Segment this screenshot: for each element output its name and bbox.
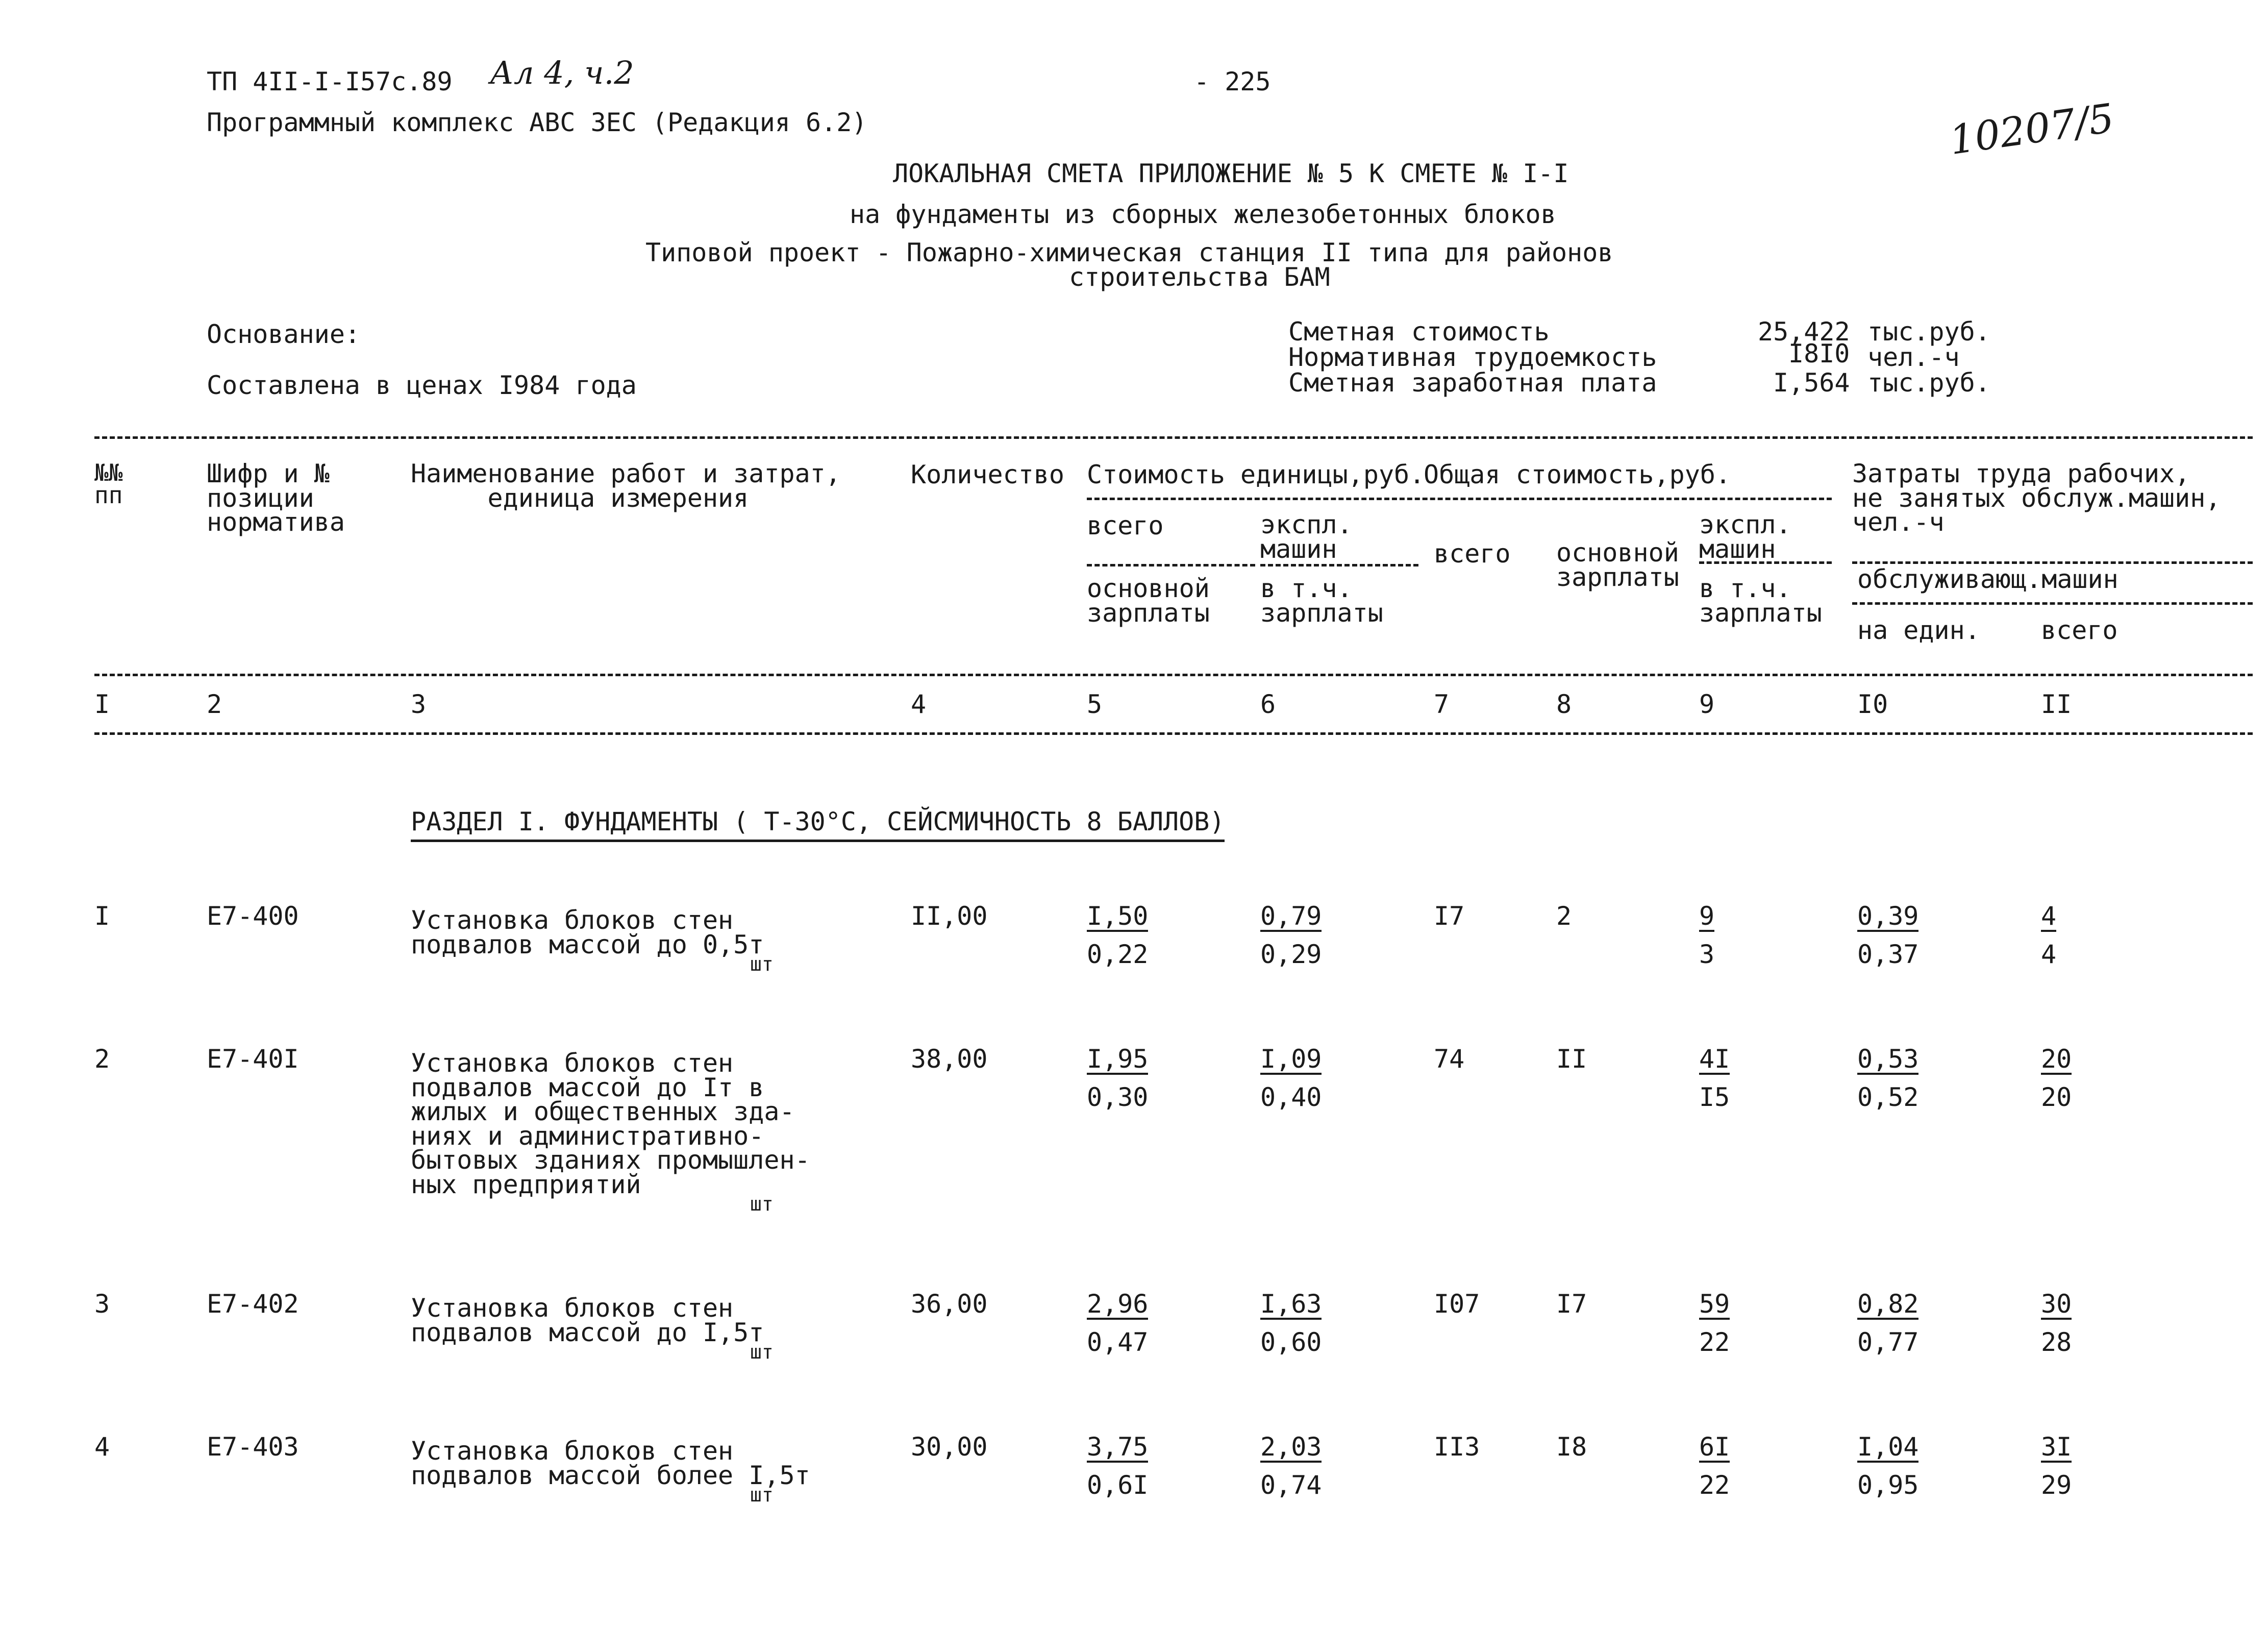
cost-unit: тыс.руб. bbox=[1867, 317, 1990, 347]
row-2-total-machine-cost-top: 4I bbox=[1699, 1044, 1730, 1074]
row-3-total-cost: I07 bbox=[1434, 1289, 1480, 1319]
header-top-rule bbox=[94, 436, 2253, 439]
col6-bottom: в т.ч. зарплаты bbox=[1260, 574, 1383, 628]
col5-bottom: основной зарплаты bbox=[1087, 574, 1210, 628]
row-4-name: Установка блоков стен подвалов массой более I,5т bbox=[411, 1436, 810, 1490]
row-4-unit: шт bbox=[750, 1484, 774, 1506]
row-2-unit: шт bbox=[750, 1193, 774, 1215]
prices-note: Составлена в ценах I984 года bbox=[207, 371, 637, 400]
cost-label: Сметная стоимость bbox=[1288, 317, 1550, 347]
col8-header: основной зарплаты bbox=[1556, 538, 1679, 592]
col-header-name: Наименование работ и затрат, единица измерения bbox=[411, 459, 841, 513]
row-2-total-cost: 74 bbox=[1434, 1044, 1465, 1074]
col11-header: всего bbox=[2041, 615, 2118, 645]
row-2-labor-per-unit-bottom: 0,52 bbox=[1857, 1082, 1919, 1112]
row-3-labor-per-unit-top: 0,82 bbox=[1857, 1289, 1919, 1319]
row-2-unit-cost-total-bottom: 0,30 bbox=[1087, 1082, 1149, 1112]
col5-split-rule bbox=[1087, 564, 1255, 566]
title-line-2: на фундаменты из сборных железобетонных блоков bbox=[850, 200, 1556, 229]
row-1-number: I bbox=[94, 901, 110, 931]
title-line-3: Типовой проект - Пожарно-химическая станция II типа для районов bbox=[645, 238, 1613, 267]
handwritten-ref: Ал 4, ч.2 bbox=[490, 54, 634, 91]
numbers-bottom-rule bbox=[94, 732, 2253, 735]
row-1-total-machine-cost-top: 9 bbox=[1699, 901, 1715, 931]
row-1-total-machine-cost-bottom: 3 bbox=[1699, 940, 1715, 969]
col-number-2: 2 bbox=[207, 689, 222, 719]
row-3-total-wage: I7 bbox=[1556, 1289, 1587, 1319]
row-3-labor-total-bottom: 28 bbox=[2041, 1327, 2072, 1357]
row-1-labor-per-unit-bottom: 0,37 bbox=[1857, 940, 1919, 969]
col-number-6: 6 bbox=[1260, 689, 1276, 719]
col-header-quantity: Количество bbox=[911, 460, 1065, 489]
row-3-unit-cost-total-top: 2,96 bbox=[1087, 1289, 1149, 1319]
row-1-labor-total-bottom: 4 bbox=[2041, 940, 2057, 969]
title-line-4: строительства БАМ bbox=[1069, 262, 1330, 292]
row-2-total-wage: II bbox=[1556, 1044, 1587, 1074]
labor-label: Нормативная трудоемкость bbox=[1288, 342, 1657, 372]
row-1-code: Е7-400 bbox=[207, 901, 299, 931]
row-4-labor-total-top: 3I bbox=[2041, 1432, 2072, 1462]
row-4-labor-per-unit-bottom: 0,95 bbox=[1857, 1470, 1919, 1500]
col-header-labor: Затраты труда рабочих, не занятых обслуж.машин, чел.-ч bbox=[1852, 459, 2221, 537]
row-3-code: Е7-402 bbox=[207, 1289, 299, 1319]
row-3-labor-per-unit-bottom: 0,77 bbox=[1857, 1327, 1919, 1357]
labor-split-rule bbox=[1852, 561, 2253, 564]
row-1-quantity: II,00 bbox=[911, 901, 988, 931]
row-3-number: 3 bbox=[94, 1289, 110, 1319]
col-number-7: 7 bbox=[1434, 689, 1450, 719]
col-header-total-cost: Общая стоимость,руб. bbox=[1424, 460, 1731, 489]
row-3-unit-machine-cost-top: I,63 bbox=[1260, 1289, 1322, 1319]
wage-value: I,564 bbox=[1773, 368, 1850, 398]
row-3-name: Установка блоков стен подвалов массой до I,5т bbox=[411, 1293, 764, 1347]
row-2-total-machine-cost-bottom: I5 bbox=[1699, 1082, 1730, 1112]
title-line-1: ЛОКАЛЬНАЯ СМЕТА ПРИЛОЖЕНИЕ № 5 К СМЕТЕ № I-I bbox=[893, 159, 1569, 188]
row-4-total-machine-cost-top: 6I bbox=[1699, 1432, 1730, 1462]
wage-unit: тыс.руб. bbox=[1867, 368, 1990, 398]
row-2-number: 2 bbox=[94, 1044, 110, 1074]
row-2-code: Е7-40I bbox=[207, 1044, 299, 1074]
row-4-unit-cost-total-top: 3,75 bbox=[1087, 1432, 1149, 1462]
section-title: РАЗДЕЛ I. ФУНДАМЕНТЫ ( Т-30°С, СЕЙСМИЧНОСТЬ 8 БАЛЛОВ) bbox=[411, 809, 1225, 842]
numbers-top-rule bbox=[94, 674, 2253, 676]
row-1-unit-machine-cost-bottom: 0,29 bbox=[1260, 940, 1322, 969]
row-4-code: Е7-403 bbox=[207, 1432, 299, 1462]
row-4-total-cost: II3 bbox=[1434, 1432, 1480, 1462]
col6-split-rule bbox=[1260, 564, 1418, 566]
col10-header: на един. bbox=[1857, 615, 1980, 645]
col6-top: экспл. машин bbox=[1260, 510, 1353, 564]
col-number-5: 5 bbox=[1087, 689, 1103, 719]
row-2-unit-cost-total-top: I,95 bbox=[1087, 1044, 1149, 1074]
labor-sub-rule bbox=[1852, 602, 2253, 605]
wage-label: Сметная заработная плата bbox=[1288, 368, 1657, 398]
row-2-name: Установка блоков стен подвалов массой до Iт в жилых и общественных зда- ниях и административно- бытовых зданиях промышлен- ных предприятий bbox=[411, 1048, 810, 1199]
labor-subheader: обслуживающ.машин bbox=[1857, 564, 2119, 594]
col9-top: экспл. машин bbox=[1699, 510, 1791, 564]
col7-header: всего bbox=[1434, 539, 1511, 569]
row-4-unit-machine-cost-top: 2,03 bbox=[1260, 1432, 1322, 1462]
col-number-9: 9 bbox=[1699, 689, 1715, 719]
row-3-quantity: 36,00 bbox=[911, 1289, 988, 1319]
row-2-unit-machine-cost-top: I,09 bbox=[1260, 1044, 1322, 1074]
row-4-unit-cost-total-bottom: 0,6I bbox=[1087, 1470, 1149, 1500]
row-3-unit-cost-total-bottom: 0,47 bbox=[1087, 1327, 1149, 1357]
row-3-total-machine-cost-top: 59 bbox=[1699, 1289, 1730, 1319]
row-3-labor-total-top: 30 bbox=[2041, 1289, 2072, 1319]
row-2-unit-machine-cost-bottom: 0,40 bbox=[1260, 1082, 1322, 1112]
subheader-rule bbox=[1087, 498, 1832, 500]
col5-top: всего bbox=[1087, 511, 1164, 540]
row-1-name: Установка блоков стен подвалов массой до 0,5т bbox=[411, 905, 764, 959]
row-1-unit-machine-cost-top: 0,79 bbox=[1260, 901, 1322, 931]
row-3-unit-machine-cost-bottom: 0,60 bbox=[1260, 1327, 1322, 1357]
handwritten-number: 10207/5 bbox=[1947, 95, 2117, 164]
row-4-unit-machine-cost-bottom: 0,74 bbox=[1260, 1470, 1322, 1500]
col-number-8: 8 bbox=[1556, 689, 1572, 719]
row-1-labor-per-unit-top: 0,39 bbox=[1857, 901, 1919, 931]
row-4-quantity: 30,00 bbox=[911, 1432, 988, 1462]
page-number: - 225 bbox=[1194, 67, 1271, 96]
col-number-11: II bbox=[2041, 689, 2072, 719]
col-header-unit-cost: Стоимость единицы,руб. bbox=[1087, 460, 1425, 489]
row-2-labor-per-unit-top: 0,53 bbox=[1857, 1044, 1919, 1074]
col9-split-rule bbox=[1699, 561, 1832, 564]
row-1-unit-cost-total-bottom: 0,22 bbox=[1087, 940, 1149, 969]
row-3-total-machine-cost-bottom: 22 bbox=[1699, 1327, 1730, 1357]
row-4-labor-total-bottom: 29 bbox=[2041, 1470, 2072, 1500]
row-1-labor-total-top: 4 bbox=[2041, 901, 2057, 931]
col-header-code: Шифр и № позиции норматива bbox=[207, 459, 345, 537]
labor-value: I8I0 bbox=[1788, 339, 1850, 368]
row-2-quantity: 38,00 bbox=[911, 1044, 988, 1074]
row-1-total-wage: 2 bbox=[1556, 901, 1572, 931]
col-header-number: №№ пп bbox=[94, 459, 123, 509]
software-name: Программный комплекс АВС ЗЕС (Редакция 6.2) bbox=[207, 108, 867, 137]
row-3-unit: шт bbox=[750, 1341, 774, 1363]
col-number-4: 4 bbox=[911, 689, 927, 719]
row-1-total-cost: I7 bbox=[1434, 901, 1465, 931]
row-1-unit-cost-total-top: I,50 bbox=[1087, 901, 1149, 931]
row-4-total-machine-cost-bottom: 22 bbox=[1699, 1470, 1730, 1500]
doc-code: ТП 4II-I-I57с.89 bbox=[207, 67, 453, 96]
basis-label: Основание: bbox=[207, 319, 361, 349]
row-1-unit: шт bbox=[750, 953, 774, 975]
labor-unit: чел.-ч bbox=[1867, 342, 1960, 372]
row-4-labor-per-unit-top: I,04 bbox=[1857, 1432, 1919, 1462]
col9-bottom: в т.ч. зарплаты bbox=[1699, 574, 1822, 628]
cost-value: 25,422 bbox=[1758, 317, 1850, 347]
row-2-labor-total-top: 20 bbox=[2041, 1044, 2072, 1074]
row-2-labor-total-bottom: 20 bbox=[2041, 1082, 2072, 1112]
col-number-10: I0 bbox=[1857, 689, 1888, 719]
row-4-number: 4 bbox=[94, 1432, 110, 1462]
col-number-3: 3 bbox=[411, 689, 427, 719]
col-number-1: I bbox=[94, 689, 110, 719]
row-4-total-wage: I8 bbox=[1556, 1432, 1587, 1462]
